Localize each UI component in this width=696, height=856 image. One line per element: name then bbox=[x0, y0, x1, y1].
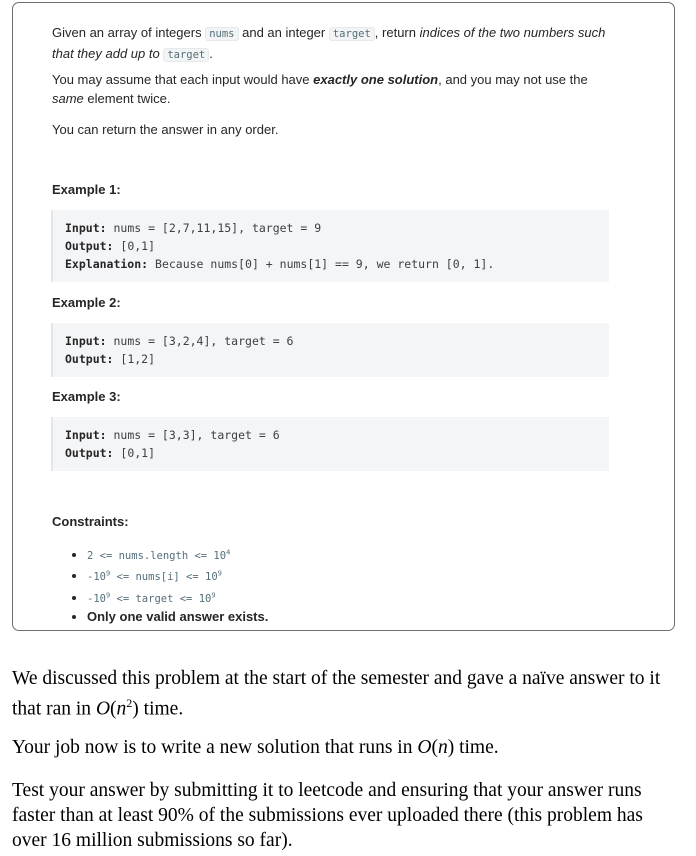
text: Your job now is to write a new solution that runs in bbox=[12, 737, 418, 758]
example-line bbox=[65, 255, 597, 273]
inline-code-target: target bbox=[329, 27, 375, 41]
example-line bbox=[65, 350, 597, 368]
exponent: 9 bbox=[105, 591, 111, 599]
value: [0,1] bbox=[113, 239, 156, 253]
value: [0,1] bbox=[113, 446, 156, 460]
text: time. bbox=[454, 737, 499, 758]
emphasis: indices of the two numbers such that they add up to bbox=[52, 25, 606, 61]
inline-code-nums: nums bbox=[205, 27, 238, 41]
example-line bbox=[65, 219, 597, 237]
text: Only one valid answer exists. bbox=[87, 608, 269, 624]
math: O bbox=[417, 737, 432, 758]
text: 2 <= nums.length <= 10 bbox=[87, 549, 227, 562]
example-line bbox=[65, 426, 597, 444]
text: You may assume that each input would have bbox=[52, 72, 314, 87]
example-3-heading: Example 3: bbox=[52, 389, 121, 404]
constraint-item bbox=[87, 543, 268, 565]
example-1-block bbox=[51, 210, 609, 282]
problem-assumption bbox=[52, 70, 622, 108]
assignment-paragraph-1: We discussed this problem at the start of the semester and gave a naïve answer to it that ran in $O(n^2)$ time. bbox=[12, 668, 661, 720]
label: Output: bbox=[65, 239, 114, 253]
example-line bbox=[65, 444, 597, 462]
value: nums = [2,7,11,15], target = 9 bbox=[106, 221, 322, 235]
constraints-heading: Constraints: bbox=[52, 514, 129, 529]
constraint-item bbox=[87, 586, 268, 608]
text: , and you may not use the bbox=[438, 72, 588, 87]
text: -10 bbox=[87, 571, 106, 583]
label: Input: bbox=[65, 428, 107, 442]
exponent: 9 bbox=[211, 591, 216, 599]
math: O bbox=[95, 698, 111, 720]
math: n bbox=[437, 737, 448, 758]
example-line bbox=[65, 332, 597, 350]
label: Output: bbox=[65, 446, 114, 460]
emphasis: same bbox=[52, 91, 84, 106]
example-3-block bbox=[51, 417, 609, 471]
constraint-item bbox=[87, 608, 268, 626]
math: n bbox=[116, 698, 127, 720]
text: . bbox=[209, 46, 213, 61]
example-2-heading: Example 2: bbox=[52, 295, 121, 310]
example-line bbox=[65, 237, 597, 255]
emphasis: exactly one solution bbox=[313, 72, 439, 87]
exponent: 9 bbox=[105, 569, 111, 578]
text: -10 bbox=[87, 592, 106, 605]
inline-code-target: target bbox=[163, 48, 209, 62]
exponent: 2 bbox=[126, 696, 133, 710]
text: element twice. bbox=[83, 91, 171, 106]
example-1-heading: Example 1: bbox=[52, 182, 121, 197]
value: nums = [3,2,4], target = 6 bbox=[106, 334, 294, 348]
problem-card bbox=[12, 2, 675, 631]
assignment-paragraph-2: Your job now is to write a new solution that runs in O(n) time. bbox=[12, 737, 499, 758]
value: [1,2] bbox=[113, 352, 156, 366]
example-2-block bbox=[51, 323, 609, 377]
value: nums = [3,3], target = 6 bbox=[106, 428, 280, 442]
text: time. bbox=[138, 698, 184, 720]
value: Because nums[0] + nums[1] == 9, we return [0, 1]. bbox=[148, 257, 495, 271]
constraint-item bbox=[87, 565, 268, 587]
text: We discussed this problem at the start of the semester and gave a naïve answer to it that ran in bbox=[12, 668, 661, 720]
label: Input: bbox=[65, 221, 107, 235]
label: Input: bbox=[65, 334, 107, 348]
label: Explanation: bbox=[65, 257, 149, 271]
exponent: 9 bbox=[217, 569, 222, 578]
text: <= nums[i] <= 10 bbox=[110, 571, 218, 583]
text: Given an array of integers bbox=[52, 25, 206, 40]
label: Output: bbox=[65, 352, 114, 366]
constraints-list bbox=[65, 543, 268, 626]
text: and an integer bbox=[238, 25, 329, 40]
text: <= target <= 10 bbox=[110, 592, 212, 605]
assignment-paragraph-3: Test your answer by submitting it to leetcode and ensuring that your answer runs faster than at least 90% of the submissions ever uploaded there (this problem has over 16 million submissions so far). bbox=[12, 780, 643, 851]
problem-description bbox=[52, 23, 612, 65]
text: , return bbox=[374, 25, 420, 40]
problem-order-note: You can return the answer in any order. bbox=[52, 122, 279, 137]
exponent: 4 bbox=[226, 548, 231, 556]
